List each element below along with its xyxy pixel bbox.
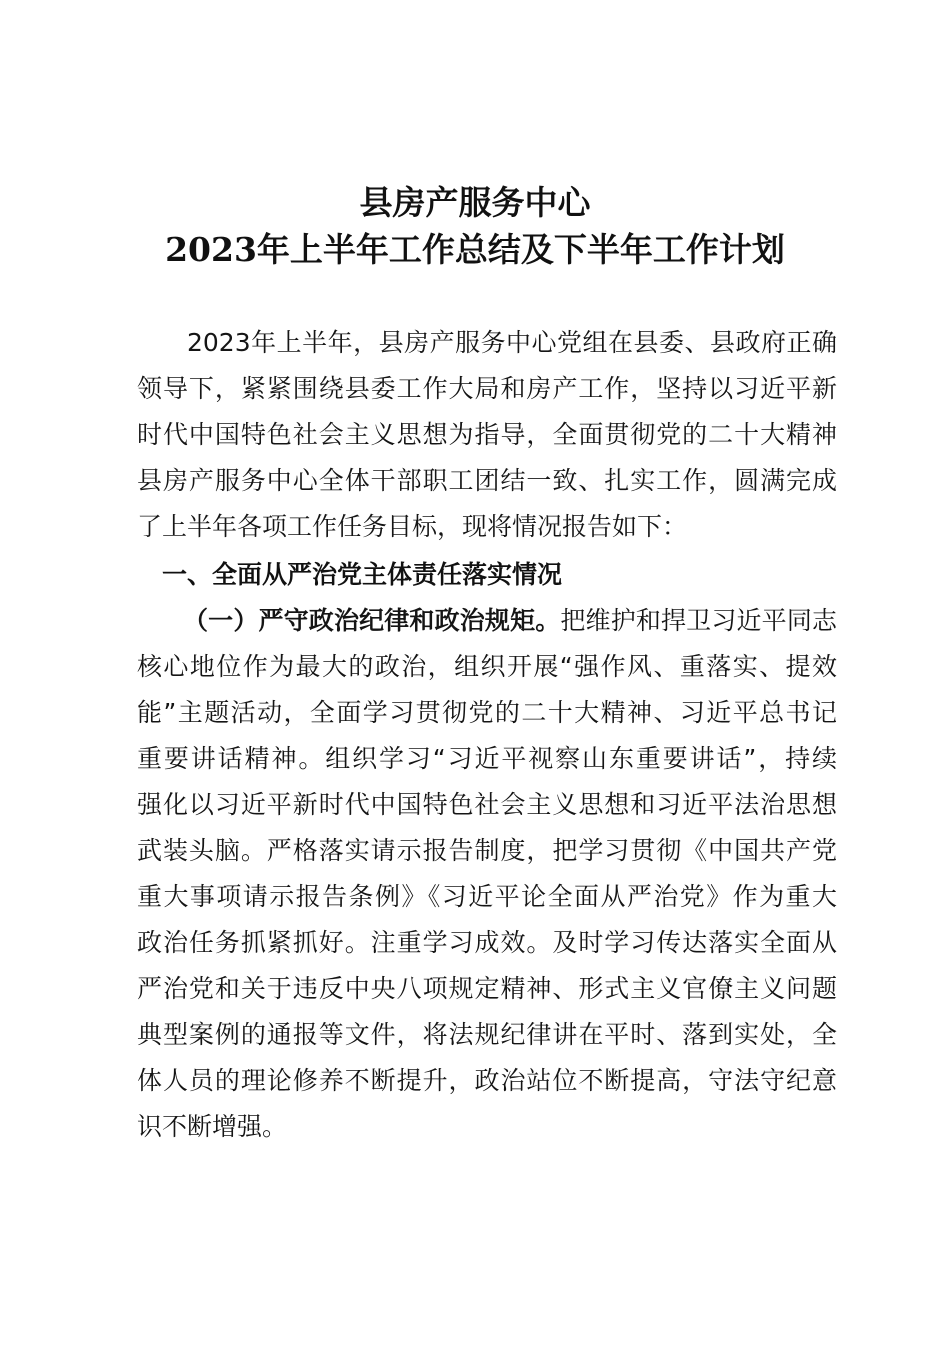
section-1-line: 能”主题活动，全面学习贯彻党的二十大精神、习近平总书记 [137,698,837,727]
section-1-line: 政治任务抓紧抓好。注重学习成效。及时学习传达落实全面从 [137,928,837,957]
intro-line: 时代中国特色社会主义思想为指导，全面贯彻党的二十大精神 [137,420,837,449]
section-1-line: 重要讲话精神。组织学习“习近平视察山东重要讲话”，持续 [137,744,837,773]
document-title-line-1: 县房产服务中心 [359,183,591,222]
intro-line: 2023年上半年，县房产服务中心党组在县委、县政府正确 [187,328,837,357]
intro-paragraph [137,320,837,550]
section-1-line: 核心地位作为最大的政治，组织开展“强作风、重落实、提效 [137,652,837,681]
section-1-paragraph [137,598,837,1150]
intro-line: 县房产服务中心全体干部职工团结一致、扎实工作，圆满完成 [137,466,837,495]
section-1-line: 典型案例的通报等文件，将法规纪律讲在平时、落到实处，全 [137,1020,837,1049]
section-1-line: 识不断增强。 [137,1112,288,1141]
section-1-first-line-rest: 把维护和捍卫习近平同志 [560,606,837,635]
subheading-1: （一）严守政治纪律和政治规矩。 [183,606,561,635]
section-1-line: 重大事项请示报告条例》《习近平论全面从严治党》作为重大 [137,882,837,911]
section-1-line: 强化以习近平新时代中国特色社会主义思想和习近平法治思想 [137,790,837,819]
section-1-line: 严治党和关于违反中央八项规定精神、形式主义官僚主义问题 [137,974,837,1003]
document-title-line-2: 2023年上半年工作总结及下半年工作计划 [165,230,785,269]
section-1-line: 体人员的理论修养不断提升，政治站位不断提高，守法守纪意 [137,1066,837,1095]
section-heading-1: 一、全面从严治党主体责任落实情况 [162,560,563,589]
intro-line: 了上半年各项工作任务目标，现将情况报告如下： [137,512,688,541]
intro-line: 领导下，紧紧围绕县委工作大局和房产工作，坚持以习近平新 [137,374,837,403]
section-1-first-line [137,598,837,644]
section-1-line: 武装头脑。严格落实请示报告制度，把学习贯彻《中国共产党 [137,836,837,865]
